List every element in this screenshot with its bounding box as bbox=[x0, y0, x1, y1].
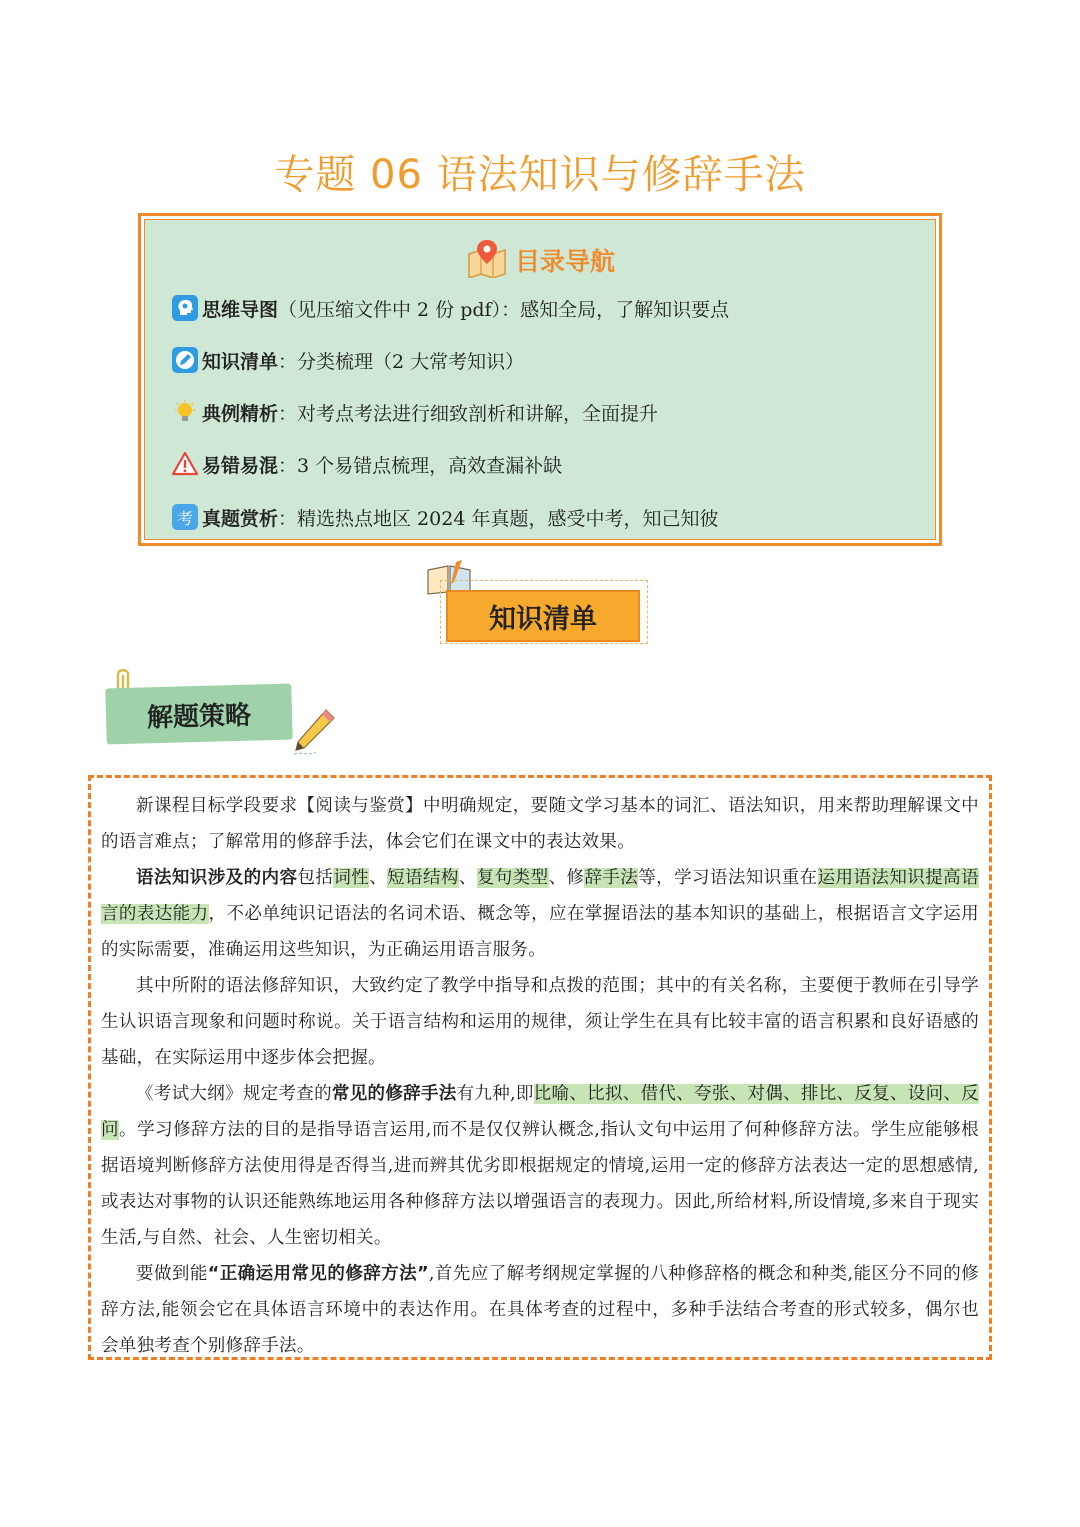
paragraph-2 bbox=[101, 860, 979, 968]
bold-text: 常见的修辞手法 bbox=[331, 1084, 457, 1104]
strategy-content-box bbox=[88, 775, 992, 1360]
strategy-box bbox=[105, 684, 292, 745]
strategy-tag bbox=[104, 680, 336, 758]
toc-item-mindmap[interactable] bbox=[171, 294, 729, 322]
banner-text: 知识清单 bbox=[489, 603, 597, 635]
highlight-text: 词性 bbox=[333, 868, 370, 888]
toc-item-past-exams[interactable] bbox=[171, 503, 718, 531]
toc-item-label: 易错易混 bbox=[202, 454, 279, 477]
toc-heading: 目录导航 bbox=[514, 247, 615, 276]
paragraph-1: 新课程目标学段要求【阅读与鉴赏】中明确规定，要随文学习基本的词汇、语法知识，用来帮助理解课文中的语言难点；了解常用的修辞手法，体会它们在课文中的表达效果。 bbox=[101, 796, 979, 852]
text-run: 、 bbox=[458, 868, 477, 888]
toc-item-text: ：3 个易错点梳理，高效查漏补缺 bbox=[278, 454, 563, 477]
toc-item-label: 知识清单 bbox=[202, 350, 279, 373]
text-run: 《考试大纲》规定考查的 bbox=[136, 1084, 332, 1104]
text-run: 等，学习语法知识重在 bbox=[638, 868, 818, 888]
text-run: 有九种,即 bbox=[456, 1084, 534, 1104]
text-run: 要做到能 bbox=[136, 1264, 208, 1284]
toc-item-text: ：分类梳理（2 大常考知识） bbox=[278, 350, 525, 373]
text-run: ,首先应了解考纲规定掌握的八种修辞格的概念和种类,能区分不同的修辞方法,能领会它在具体语言环境中的表达作用。在具体考查的过程中，多种手法结合考查的形式较多，偶尔也会单独考查个别修辞手法。 bbox=[101, 1264, 980, 1356]
highlight-text: 短语结构 bbox=[387, 868, 459, 888]
bold-text: 语法知识涉及的内容 bbox=[136, 868, 298, 888]
text-run: 、 bbox=[369, 868, 388, 888]
toc-item-text: ：对考点考法进行细致剖析和讲解，全面提升 bbox=[278, 402, 659, 425]
text-run: ，不必单纯识记语法的名词术语、概念等，应在掌握语法的基本知识的基础上，根据语言文字运用的实际需要，准确运用这些知识，为正确运用语言服务。 bbox=[101, 904, 979, 960]
toc-item-examples[interactable] bbox=[171, 398, 658, 426]
strategy-text: 解题策略 bbox=[146, 700, 252, 733]
highlight-text: 复句类型 bbox=[476, 868, 549, 888]
page-title: 专题 06 语法知识与修辞手法 bbox=[274, 152, 806, 198]
bold-text: “正确运用常见的修辞方法” bbox=[207, 1264, 429, 1284]
toc-item-label: 思维导图 bbox=[202, 298, 279, 321]
highlight-text: 辞手法 bbox=[584, 868, 639, 888]
banner-box bbox=[446, 590, 640, 642]
toc-item-text: （见压缩文件中 2 份 pdf）：感知全局，了解知识要点 bbox=[278, 298, 730, 321]
exam-badge-icon bbox=[171, 503, 199, 531]
pencil-deco-icon bbox=[290, 706, 338, 758]
text-run: 、修 bbox=[548, 868, 585, 888]
toc-item-knowledge-list[interactable] bbox=[171, 346, 524, 374]
toc-item-text: ：精选热点地区 2024 年真题，感受中考，知己知彼 bbox=[278, 507, 719, 530]
toc-item-mistakes[interactable] bbox=[171, 450, 562, 478]
toc-inner bbox=[144, 219, 936, 540]
text-run: 。学习修辞方法的目的是指导语言运用,而不是仅仅辨认概念,指认文句中运用了何种修辞方法。学生应能够根据语境判断修辞方法使用得是否得当,进而辨其优劣即根据规定的情境,运用一定的修辞方法表达一定的思想感情,或表达对事物的认识还能熟练地运用各种修辞方法以增强语言的表现力。因此,所给材料,所设情境,多来自于现实生活,与自然、社会、人生密切相关。 bbox=[101, 1120, 979, 1248]
highlight-text: 运用语法知识提高语言的表达能力 bbox=[101, 868, 979, 924]
toc-panel bbox=[138, 213, 942, 546]
warning-icon bbox=[171, 450, 199, 478]
paragraph-4 bbox=[101, 1076, 979, 1256]
paragraph-5 bbox=[101, 1256, 979, 1364]
map-pin-icon bbox=[465, 238, 509, 282]
brain-head-icon bbox=[171, 294, 199, 322]
toc-header bbox=[145, 238, 935, 282]
knowledge-list-banner bbox=[438, 578, 650, 646]
highlight-text: 比喻、比拟、借代、夸张、对偶、排比、反复、设问、反问 bbox=[101, 1084, 979, 1140]
text-run: 包括 bbox=[297, 868, 334, 888]
paragraph-3: 其中所附的语法修辞知识，大致约定了教学中指导和点拨的范围；其中的有关名称，主要便于教师在引导学生认识语言现象和问题时称说。关于语言结构和运用的规律，须让学生在具有比较丰富的语言积累和良好语感的基础，在实际运用中逐步体会把握。 bbox=[101, 976, 979, 1068]
exam-badge-char: 考 bbox=[172, 504, 198, 530]
pencil-icon bbox=[171, 346, 199, 374]
toc-item-label: 真题赏析 bbox=[202, 507, 279, 530]
toc-item-label: 典例精析 bbox=[202, 402, 279, 425]
lightbulb-icon bbox=[171, 398, 199, 426]
